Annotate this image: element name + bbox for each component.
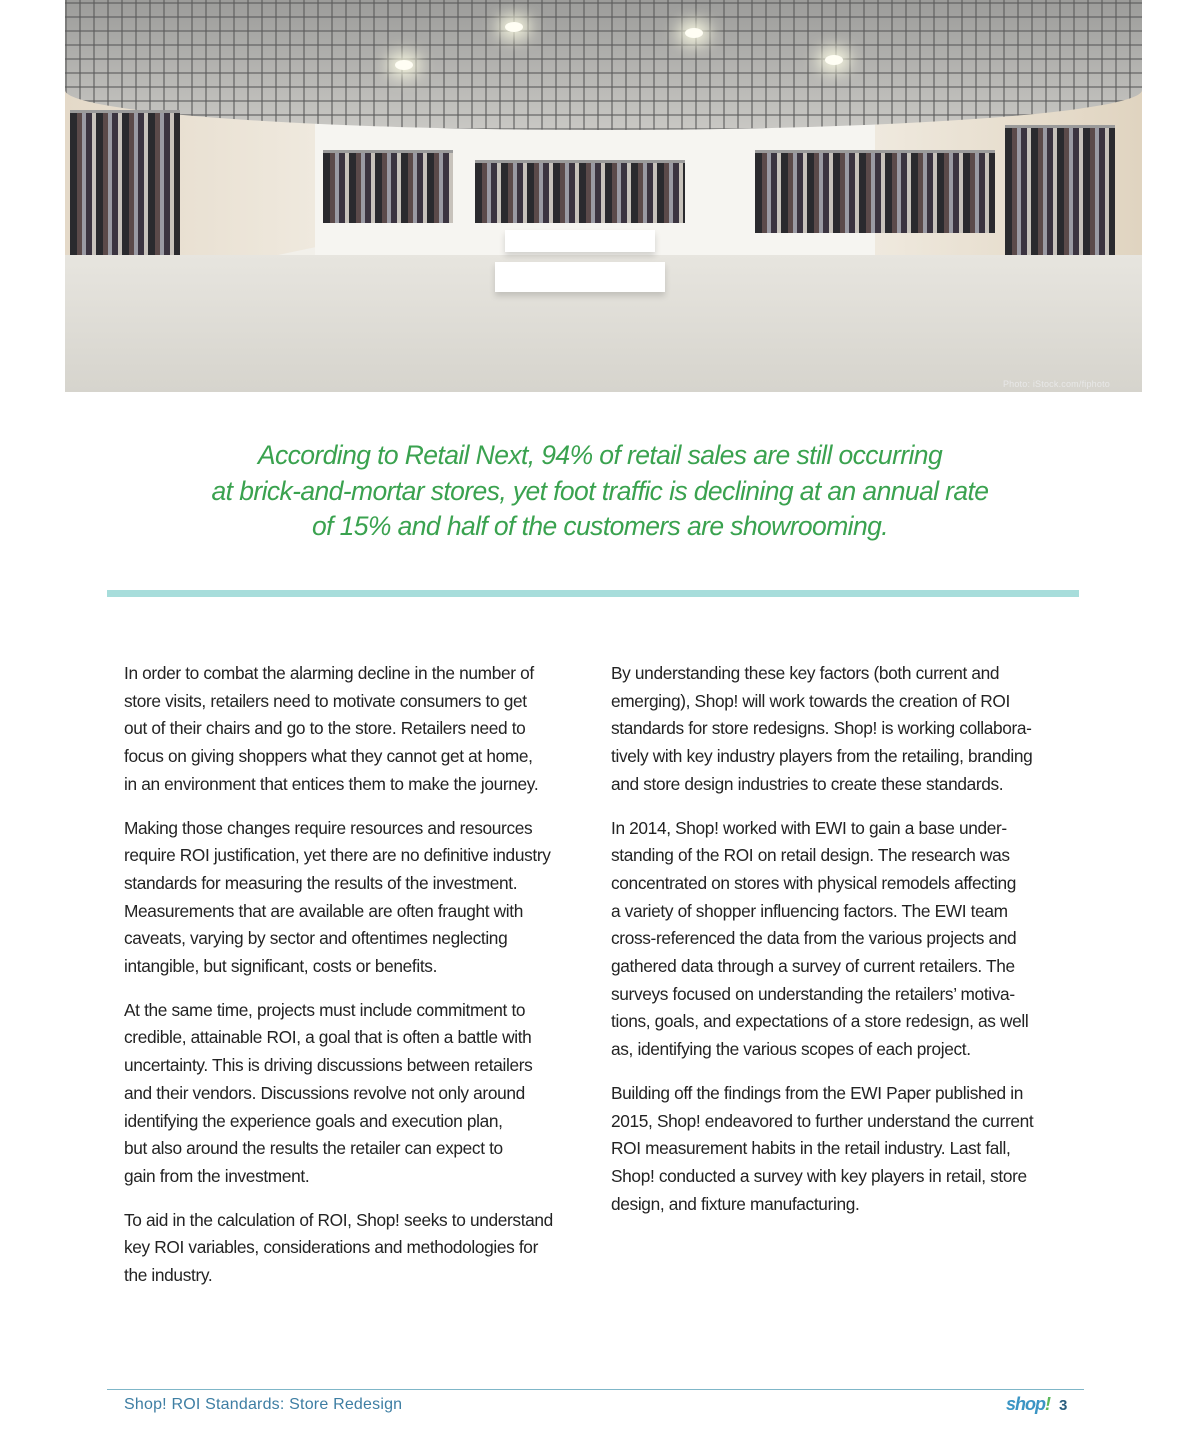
body-text-line: identifying the experience goals and execution plan, <box>124 1110 503 1131</box>
body-text-line: By understanding these key factors (both current and <box>611 663 1000 683</box>
footer-document-title: Shop! ROI Standards: Store Redesign <box>124 1396 403 1413</box>
pull-quote-line: According to Retail Next, 94% of retail sales are still occurring <box>257 440 943 470</box>
clothing-rack <box>475 160 685 223</box>
photo-credit: Photo: iStock.com/fiphoto <box>1002 379 1110 389</box>
body-text-line: Shop! conducted a survey with key players in retail, store <box>611 1165 1027 1186</box>
body-text-line: Measurements that are available are often fraught with <box>124 900 523 921</box>
body-paragraph <box>124 815 584 981</box>
shop-logo <box>1006 1394 1050 1415</box>
body-column-left <box>124 660 584 1306</box>
body-text-line: standing of the ROI on retail design. The research was <box>611 845 1010 866</box>
display-table <box>495 262 665 292</box>
body-text-line: In 2014, Shop! worked with EWI to gain a base under- <box>611 817 1007 838</box>
body-text-line: emerging), Shop! will work towards the creation of ROI <box>611 690 1010 711</box>
body-paragraph <box>611 815 1071 1064</box>
shop-logo-text: shop <box>1006 1394 1045 1414</box>
body-text-line: standards for store redesigns. Shop! is working collabora- <box>611 718 1032 739</box>
body-text-line: require ROI justification, yet there are no definitive industry <box>124 845 551 866</box>
ceiling-light <box>395 60 413 70</box>
body-text-line: To aid in the calculation of ROI, Shop! seeks to understand <box>124 1209 553 1230</box>
body-text-line: In order to combat the alarming decline in the number of <box>124 663 534 683</box>
body-text-line: Making those changes require resources and resources <box>124 817 533 838</box>
body-text-line: caveats, varying by sector and oftentimes neglecting <box>124 928 508 949</box>
body-text-line: 2015, Shop! endeavored to further understand the current <box>611 1110 1034 1131</box>
body-text-line: credible, attainable ROI, a goal that is often a battle with <box>124 1027 532 1048</box>
clothing-rack <box>323 150 453 223</box>
body-text-line: the industry. <box>124 1265 213 1286</box>
body-paragraph <box>611 1080 1071 1219</box>
grid-ceiling <box>65 0 1142 130</box>
pull-quote-line: at brick-and-mortar stores, yet foot traffic is declining at an annual rate <box>211 475 989 506</box>
body-paragraph <box>124 997 584 1191</box>
body-text-line: and their vendors. Discussions revolve not only around <box>124 1082 525 1103</box>
pull-quote-line: of 15% and half of the customers are showrooming. <box>311 511 888 541</box>
body-text-line: cross-referenced the data from the various projects and <box>611 928 1017 949</box>
body-column-right <box>611 660 1071 1234</box>
body-text-line: key ROI variables, considerations and methodologies for <box>124 1237 538 1258</box>
page-number: 3 <box>1059 1397 1068 1414</box>
body-text-line: concentrated on stores with physical remodels affecting <box>611 872 1017 893</box>
body-text-line: but also around the results the retailer can expect to <box>124 1138 503 1159</box>
body-text-line: out of their chairs and go to the store. Retailers need to <box>124 718 526 739</box>
body-text-line: At the same time, projects must include commitment to <box>124 999 526 1020</box>
body-text-line: focus on giving shoppers what they cannot get at home, <box>124 746 533 767</box>
body-paragraph <box>611 660 1071 799</box>
clothing-rack <box>70 110 180 263</box>
body-text-line: and store design industries to create these standards. <box>611 773 1004 794</box>
body-paragraph <box>124 1207 584 1290</box>
clothing-rack <box>755 150 995 233</box>
footer-divider <box>107 1389 1084 1390</box>
body-text-line: tions, goals, and expectations of a store redesign, as well <box>611 1011 1029 1032</box>
store-panorama-photo <box>65 0 1142 392</box>
body-text-line: as, identifying the various scopes of each project. <box>611 1039 971 1060</box>
body-text-line: gathered data through a survey of current retailers. The <box>611 956 1015 977</box>
section-divider <box>107 590 1079 597</box>
body-text-line: gain from the investment. <box>124 1165 310 1186</box>
display-table <box>505 230 655 252</box>
pull-quote <box>160 438 1040 545</box>
body-text-line: standards for measuring the results of the investment. <box>124 872 518 893</box>
shop-logo-mark: ! <box>1045 1394 1050 1414</box>
ceiling-light <box>825 55 843 65</box>
body-paragraph <box>124 660 584 799</box>
body-text-line: in an environment that entices them to make the journey. <box>124 773 539 794</box>
body-text-line: tively with key industry players from the retailing, branding <box>611 746 1033 767</box>
body-text-line: store visits, retailers need to motivate consumers to get <box>124 690 527 711</box>
body-text-line: intangible, but significant, costs or benefits. <box>124 956 438 977</box>
body-text-line: surveys focused on understanding the retailers’ motiva- <box>611 983 1015 1004</box>
body-text-line: a variety of shopper influencing factors. The EWI team <box>611 900 1008 921</box>
body-text-line: ROI measurement habits in the retail industry. Last fall, <box>611 1138 1011 1159</box>
ceiling-light <box>685 28 703 38</box>
body-text-line: design, and fixture manufacturing. <box>611 1193 860 1214</box>
body-text-line: uncertainty. This is driving discussions between retailers <box>124 1055 533 1076</box>
ceiling-light <box>505 22 523 32</box>
body-text-line: Building off the findings from the EWI Paper published in <box>611 1082 1024 1103</box>
